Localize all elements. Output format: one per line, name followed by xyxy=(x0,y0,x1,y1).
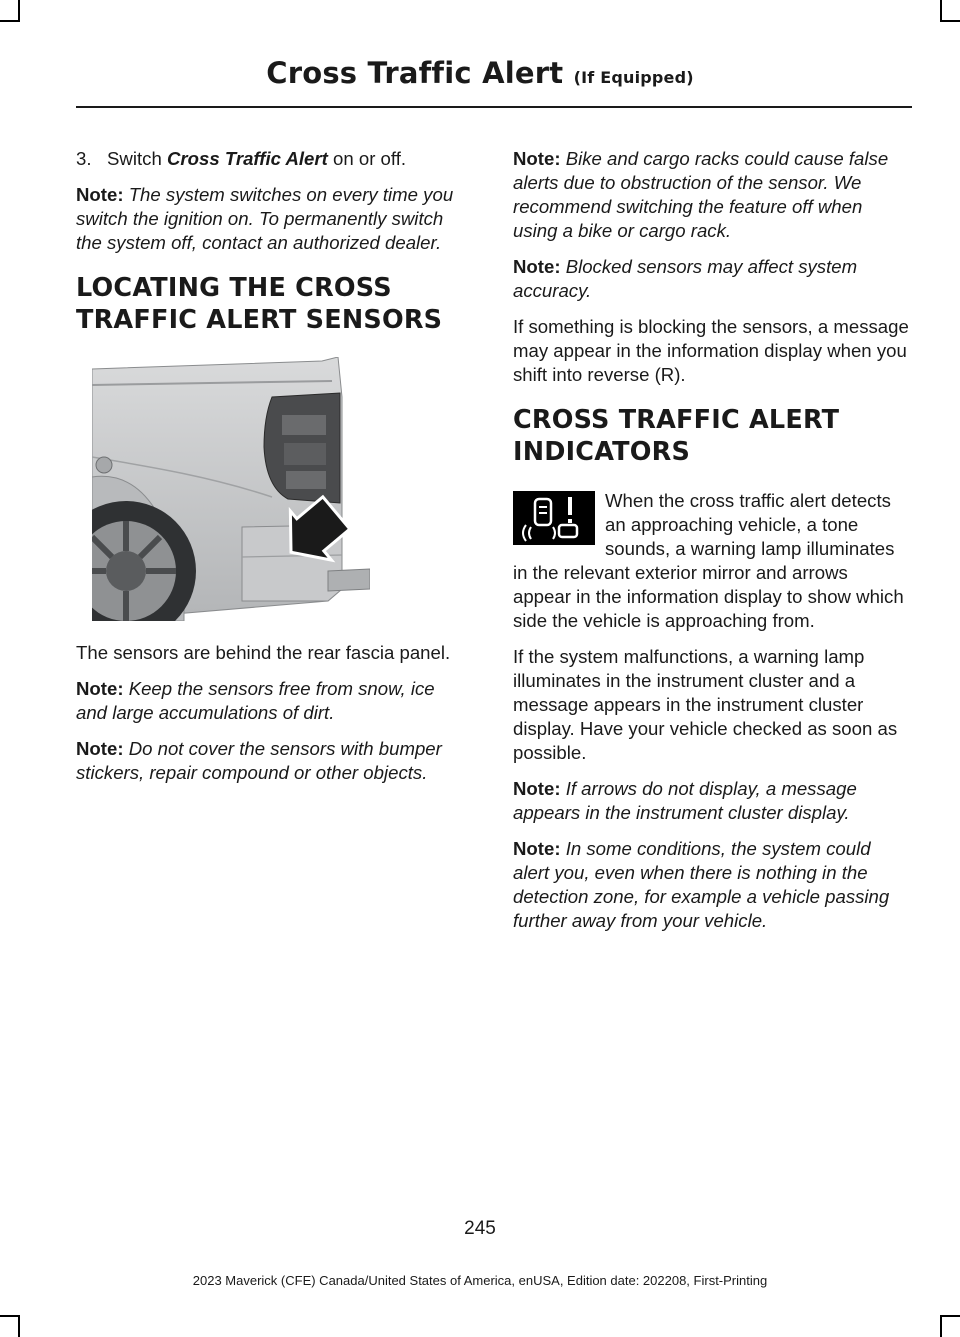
crop-mark xyxy=(940,1315,960,1317)
cross-traffic-alert-warning-icon xyxy=(513,491,595,545)
header-rule xyxy=(76,106,912,108)
indicator-paragraph xyxy=(513,489,909,633)
crop-mark xyxy=(18,0,20,22)
header-title: Cross Traffic Alert xyxy=(266,56,564,90)
note: Note: If arrows do not display, a message appears in the instrument cluster display. xyxy=(513,778,857,823)
note: Note: Bike and cargo racks could cause false alerts due to obstruction of the sensor. We recommend switching the feature off when using a bike or cargo rack. xyxy=(513,148,889,241)
header-subtitle: (If Equipped) xyxy=(573,68,694,87)
crop-mark xyxy=(940,1315,942,1337)
body-text: The sensors are behind the rear fascia panel. xyxy=(76,642,451,663)
crop-mark xyxy=(940,0,942,22)
crop-mark xyxy=(18,1315,20,1337)
note: Note: In some conditions, the system could alert you, even when there is nothing in the detection zone, for example a vehicle passing further away from your vehicle. xyxy=(513,838,890,931)
section-heading-indicators: CROSS TRAFFIC ALERT INDICATORS xyxy=(513,405,840,467)
footer-edition: 2023 Maverick (CFE) Canada/United States of America, enUSA, Edition date: 202208, First-Printing xyxy=(192,1273,768,1288)
crop-mark xyxy=(0,1315,20,1317)
note: Note: Do not cover the sensors with bumper stickers, repair compound or other objects. xyxy=(76,738,442,783)
body-text: If something is blocking the sensors, a message may appear in the information display when you shift into reverse (R). xyxy=(513,316,909,385)
page-header xyxy=(0,56,960,90)
indicator-text: When the cross traffic alert detects an approaching vehicle, a tone sounds, a warning lamp illuminates in the relevant exterior mirror and arrows appear in the information display to show which side the vehicle is approaching from. xyxy=(513,490,904,631)
step-3: 3. Switch Cross Traffic Alert on or off. xyxy=(76,148,407,169)
crop-mark xyxy=(940,20,960,22)
note: Note: The system switches on every time you switch the ignition on. To permanently switch the system off, contact an authorized dealer. xyxy=(76,184,454,253)
truck-rear-image xyxy=(92,357,370,621)
crop-mark xyxy=(0,20,20,22)
right-column xyxy=(513,147,909,945)
left-column xyxy=(76,147,469,797)
note: Note: Blocked sensors may affect system accuracy. xyxy=(513,256,858,301)
note: Note: Keep the sensors free from snow, ice and large accumulations of dirt. xyxy=(76,678,435,723)
ui-text-cross-traffic-alert: Cross Traffic Alert xyxy=(166,148,328,169)
body-text: If the system malfunctions, a warning lamp illuminates in the instrument cluster and a message appears in the instrument cluster display. Have your vehicle checked as soon as possible. xyxy=(513,646,898,763)
page-number: 245 xyxy=(464,1218,496,1239)
truck-rear-sensor-illustration xyxy=(92,357,370,621)
section-heading-locating-sensors: LOCATING THE CROSS TRAFFIC ALERT SENSORS xyxy=(76,273,443,335)
